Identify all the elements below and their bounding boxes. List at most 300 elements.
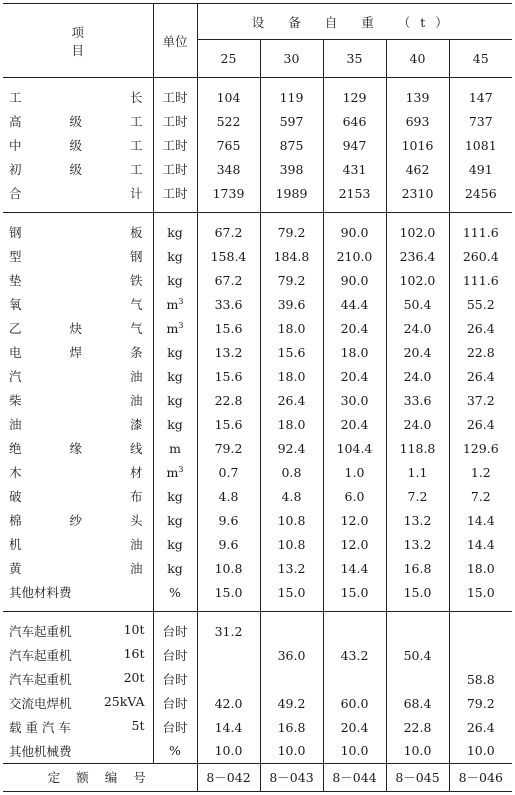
spacer-cell — [323, 205, 386, 213]
quota-code-cell: 8－043 — [260, 763, 323, 791]
value-cell: 15.0 — [386, 580, 449, 604]
item-name-char: 柴 — [9, 393, 22, 408]
value-cell: 184.8 — [260, 244, 323, 268]
value-cell: 26.4 — [449, 364, 512, 388]
value-cell: 18.0 — [260, 364, 323, 388]
item-name-cell — [3, 715, 153, 739]
value-cell: 90.0 — [323, 268, 386, 292]
unit-cell: 台时 — [153, 667, 197, 691]
item-name — [9, 112, 153, 130]
value-cell: 875 — [260, 133, 323, 157]
spacer-cell — [323, 612, 386, 620]
item-name-cell — [3, 484, 153, 508]
value-cell: 139 — [386, 85, 449, 109]
machine-spec: 25kVA — [103, 694, 145, 709]
value-cell: 348 — [197, 157, 260, 181]
item-name: 其他材料费 — [9, 585, 72, 600]
spacer-cell — [153, 213, 197, 221]
item-name — [9, 160, 153, 178]
item-name — [9, 439, 153, 457]
weight-header-cell: 30 — [260, 40, 323, 78]
item-name-cell — [3, 388, 153, 412]
item-header — [3, 4, 165, 78]
item-name — [9, 88, 153, 106]
unit-cell — [153, 292, 197, 316]
value-cell: 4.8 — [197, 484, 260, 508]
item-name-char: 钢 — [129, 249, 143, 264]
item-name — [9, 559, 153, 577]
item-name-char: 黄 — [9, 561, 22, 576]
item-name-char: 氧 — [9, 297, 22, 312]
value-cell: 26.4 — [449, 316, 512, 340]
value-cell — [260, 667, 323, 691]
value-cell: 16.8 — [260, 715, 323, 739]
item-name-char: 钢 — [9, 225, 22, 240]
item-name — [9, 694, 153, 712]
item-name-cell — [3, 739, 153, 763]
value-cell: 6.0 — [323, 484, 386, 508]
item-name-char: 油 — [129, 561, 143, 576]
machinery-row — [3, 739, 512, 763]
value-cell: 20.4 — [323, 364, 386, 388]
value-cell: 2153 — [323, 181, 386, 205]
unit-superscript: 3 — [178, 464, 184, 474]
value-cell — [386, 667, 449, 691]
value-cell: 10.0 — [323, 739, 386, 763]
unit-superscript: 3 — [178, 296, 184, 306]
unit-cell: kg — [153, 244, 197, 268]
spacer-cell — [386, 213, 449, 221]
value-cell: 30.0 — [323, 388, 386, 412]
item-name-char: 纱 — [69, 513, 82, 528]
item-name-char: 型 — [9, 249, 22, 264]
item-name-cell — [3, 157, 153, 181]
value-cell: 118.8 — [386, 436, 449, 460]
item-name — [9, 670, 153, 688]
item-name-char: 绝 — [9, 441, 22, 456]
spacer-cell — [153, 604, 197, 612]
value-cell: 15.0 — [449, 580, 512, 604]
value-cell: 646 — [323, 109, 386, 133]
value-cell: 9.6 — [197, 508, 260, 532]
value-cell: 20.4 — [386, 340, 449, 364]
value-cell: 1.1 — [386, 460, 449, 484]
spacer-cell — [197, 78, 260, 86]
item-name-char: 棉 — [9, 513, 22, 528]
quota-code-cell: 8－044 — [323, 763, 386, 791]
value-cell: 491 — [449, 157, 512, 181]
materials-row — [3, 532, 512, 556]
value-cell: 15.0 — [197, 580, 260, 604]
value-cell: 31.2 — [197, 619, 260, 643]
machine-name: 汽车起重机 — [9, 624, 72, 639]
value-cell: 20.4 — [323, 316, 386, 340]
weight-header: 设 备 自 重 （t） — [197, 4, 512, 40]
item-name-char: 气 — [129, 297, 143, 312]
item-name-char: 长 — [129, 90, 143, 105]
value-cell: 20.4 — [323, 715, 386, 739]
unit-cell: kg — [153, 364, 197, 388]
item-name-cell — [3, 292, 153, 316]
value-cell: 22.8 — [449, 340, 512, 364]
spacer-cell — [449, 205, 512, 213]
machine-name: 载 重 汽 车 — [9, 720, 71, 735]
spacer-cell — [449, 604, 512, 612]
item-name-char: 炔 — [69, 321, 82, 336]
spacer-cell — [3, 612, 153, 620]
item-name-char: 汽 — [9, 369, 22, 384]
item-name-char: 缘 — [69, 441, 82, 456]
materials-row — [3, 556, 512, 580]
quota-code-cell: 8－042 — [197, 763, 260, 791]
unit-cell: kg — [153, 268, 197, 292]
machine-name: 其他机械费 — [9, 743, 72, 759]
spacer-cell — [153, 612, 197, 620]
item-name-char: 工 — [129, 162, 143, 177]
spacer-cell — [386, 205, 449, 213]
value-cell: 90.0 — [323, 220, 386, 244]
item-name-cell — [3, 181, 153, 205]
item-name-cell — [3, 619, 153, 643]
section-spacer — [3, 213, 512, 221]
value-cell: 522 — [197, 109, 260, 133]
labor-row — [3, 109, 512, 133]
item-name-char: 电 — [9, 345, 22, 360]
value-cell: 14.4 — [449, 532, 512, 556]
value-cell: 26.4 — [449, 715, 512, 739]
weight-header-cell: 40 — [386, 40, 449, 78]
quota-table — [3, 3, 512, 792]
item-name-char: 气 — [129, 321, 143, 336]
weight-header-cell: 35 — [323, 40, 386, 78]
value-cell: 693 — [386, 109, 449, 133]
item-name — [9, 367, 153, 385]
item-name-char: 破 — [9, 489, 22, 504]
spacer-cell — [197, 604, 260, 612]
value-cell: 119 — [260, 85, 323, 109]
item-name-char: 条 — [129, 345, 143, 360]
machinery-row — [3, 643, 512, 667]
value-cell: 92.4 — [260, 436, 323, 460]
machinery-row — [3, 619, 512, 643]
materials-row — [3, 316, 512, 340]
item-name — [9, 136, 153, 154]
quota-number-row — [3, 763, 512, 791]
value-cell: 55.2 — [449, 292, 512, 316]
item-name — [9, 646, 153, 664]
spacer-cell — [449, 213, 512, 221]
materials-row — [3, 412, 512, 436]
item-name-cell — [3, 436, 153, 460]
materials-row — [3, 580, 512, 604]
machine-name: 汽车起重机 — [9, 672, 72, 687]
spacer-cell — [386, 612, 449, 620]
section-spacer — [3, 604, 512, 612]
value-cell: 15.0 — [260, 580, 323, 604]
item-name-char: 工 — [9, 90, 22, 105]
unit-cell: kg — [153, 508, 197, 532]
value-cell: 765 — [197, 133, 260, 157]
spacer-cell — [386, 604, 449, 612]
value-cell: 15.0 — [323, 580, 386, 604]
value-cell: 15.6 — [197, 364, 260, 388]
quota-code-cell: 8－046 — [449, 763, 512, 791]
value-cell: 10.0 — [197, 739, 260, 763]
value-cell: 462 — [386, 157, 449, 181]
value-cell: 4.8 — [260, 484, 323, 508]
item-name-char: 铁 — [129, 273, 143, 288]
item-name-cell — [3, 133, 153, 157]
materials-row — [3, 244, 512, 268]
section-spacer — [3, 205, 512, 213]
item-name — [9, 463, 153, 481]
materials-row — [3, 508, 512, 532]
value-cell: 16.8 — [386, 556, 449, 580]
item-header-label: 项 目 — [71, 24, 165, 58]
value-cell — [386, 619, 449, 643]
unit-cell: 台时 — [153, 715, 197, 739]
value-cell — [260, 619, 323, 643]
item-name-char: 级 — [69, 114, 82, 129]
unit-cell: kg — [153, 556, 197, 580]
weight-header-cell: 45 — [449, 40, 512, 78]
item-name-char: 合 — [9, 186, 22, 201]
item-name-char: 工 — [129, 114, 143, 129]
item-name-cell — [3, 643, 153, 667]
item-name — [9, 343, 153, 361]
value-cell: 22.8 — [197, 388, 260, 412]
value-cell: 67.2 — [197, 268, 260, 292]
value-cell: 14.4 — [197, 715, 260, 739]
value-cell: 20.4 — [323, 412, 386, 436]
value-cell: 111.6 — [449, 220, 512, 244]
item-name-cell — [3, 364, 153, 388]
value-cell: 1081 — [449, 133, 512, 157]
item-name-cell — [3, 85, 153, 109]
spacer-cell — [3, 78, 153, 86]
spacer-cell — [3, 213, 153, 221]
spacer-cell — [260, 78, 323, 86]
value-cell: 79.2 — [260, 220, 323, 244]
value-cell: 1016 — [386, 133, 449, 157]
value-cell: 10.8 — [260, 508, 323, 532]
value-cell — [323, 667, 386, 691]
spacer-cell — [153, 205, 197, 213]
value-cell: 24.0 — [386, 316, 449, 340]
item-name-char: 乙 — [9, 321, 22, 336]
item-name-cell — [3, 691, 153, 715]
unit-cell: 工时 — [153, 133, 197, 157]
unit-cell — [153, 316, 197, 340]
value-cell: 79.2 — [197, 436, 260, 460]
spacer-cell — [197, 213, 260, 221]
labor-row — [3, 133, 512, 157]
spacer-cell — [197, 205, 260, 213]
value-cell: 111.6 — [449, 268, 512, 292]
unit-text: m — [166, 296, 179, 312]
machinery-row — [3, 715, 512, 739]
machine-name: 交流电焊机 — [9, 696, 72, 711]
value-cell: 22.8 — [386, 715, 449, 739]
materials-row — [3, 388, 512, 412]
item-name-cell — [3, 412, 153, 436]
materials-row — [3, 268, 512, 292]
item-name-char: 油 — [129, 537, 143, 552]
value-cell: 0.8 — [260, 460, 323, 484]
item-name-cell — [3, 580, 153, 604]
unit-cell: kg — [153, 220, 197, 244]
unit-cell: kg — [153, 340, 197, 364]
quota-number-label: 定 额 编 号 — [3, 763, 197, 791]
value-cell: 79.2 — [449, 691, 512, 715]
section-spacer — [3, 78, 512, 86]
unit-text: m — [166, 320, 179, 336]
value-cell: 58.8 — [449, 667, 512, 691]
unit-cell: kg — [153, 412, 197, 436]
value-cell: 10.0 — [386, 739, 449, 763]
value-cell: 39.6 — [260, 292, 323, 316]
item-name — [9, 319, 153, 337]
item-name-cell — [3, 244, 153, 268]
spacer-cell — [449, 78, 512, 86]
item-name — [9, 511, 153, 529]
unit-superscript: 3 — [178, 320, 184, 330]
value-cell: 13.2 — [260, 556, 323, 580]
item-name-char: 级 — [69, 162, 82, 177]
value-cell: 15.6 — [197, 412, 260, 436]
spacer-cell — [260, 604, 323, 612]
item-name-char: 高 — [9, 114, 22, 129]
value-cell: 60.0 — [323, 691, 386, 715]
value-cell: 1.0 — [323, 460, 386, 484]
value-cell: 44.4 — [323, 292, 386, 316]
value-cell: 49.2 — [260, 691, 323, 715]
spacer-cell — [386, 78, 449, 86]
spacer-cell — [197, 612, 260, 620]
value-cell: 15.6 — [260, 340, 323, 364]
item-name — [9, 391, 153, 409]
quota-code-cell: 8－045 — [386, 763, 449, 791]
value-cell: 210.0 — [323, 244, 386, 268]
value-cell: 129.6 — [449, 436, 512, 460]
item-name-char: 初 — [9, 162, 22, 177]
unit-text: m — [166, 464, 179, 480]
item-name-char: 材 — [129, 465, 143, 480]
item-name — [9, 718, 153, 736]
item-name — [9, 487, 153, 505]
value-cell: 104 — [197, 85, 260, 109]
quota-table-wrapper — [3, 3, 512, 792]
item-name-char: 木 — [9, 465, 22, 480]
table-body — [3, 78, 512, 792]
machine-name: 汽车起重机 — [9, 648, 72, 663]
weight-header-cell: 25 — [197, 40, 260, 78]
item-name-char: 漆 — [129, 417, 143, 432]
machine-spec: 16t — [123, 646, 145, 661]
unit-cell: m — [153, 436, 197, 460]
materials-row — [3, 220, 512, 244]
value-cell: 50.4 — [386, 292, 449, 316]
unit-cell: kg — [153, 388, 197, 412]
value-cell: 15.6 — [197, 316, 260, 340]
value-cell: 36.0 — [260, 643, 323, 667]
value-cell: 236.4 — [386, 244, 449, 268]
value-cell: 33.6 — [197, 292, 260, 316]
item-name-char: 板 — [129, 225, 143, 240]
materials-row — [3, 484, 512, 508]
value-cell: 33.6 — [386, 388, 449, 412]
value-cell: 737 — [449, 109, 512, 133]
value-cell: 10.8 — [197, 556, 260, 580]
item-name-cell — [3, 667, 153, 691]
value-cell: 1.2 — [449, 460, 512, 484]
item-name — [9, 295, 153, 313]
unit-cell: 台时 — [153, 643, 197, 667]
unit-cell: 工时 — [153, 181, 197, 205]
value-cell: 13.2 — [197, 340, 260, 364]
materials-row — [3, 364, 512, 388]
value-cell: 129 — [323, 85, 386, 109]
materials-row — [3, 340, 512, 364]
value-cell: 26.4 — [449, 412, 512, 436]
machinery-row — [3, 691, 512, 715]
machine-spec: 10t — [123, 622, 145, 637]
value-cell: 68.4 — [386, 691, 449, 715]
materials-row — [3, 460, 512, 484]
materials-row — [3, 292, 512, 316]
spacer-cell — [449, 612, 512, 620]
value-cell: 18.0 — [323, 340, 386, 364]
value-cell: 42.0 — [197, 691, 260, 715]
section-spacer — [3, 612, 512, 620]
value-cell: 10.0 — [260, 739, 323, 763]
spacer-cell — [260, 213, 323, 221]
value-cell: 50.4 — [386, 643, 449, 667]
value-cell: 79.2 — [260, 268, 323, 292]
value-cell: 13.2 — [386, 508, 449, 532]
value-cell: 37.2 — [449, 388, 512, 412]
value-cell: 2456 — [449, 181, 512, 205]
value-cell — [197, 643, 260, 667]
item-name-cell — [3, 220, 153, 244]
value-cell: 7.2 — [386, 484, 449, 508]
value-cell: 1739 — [197, 181, 260, 205]
item-name-cell — [3, 508, 153, 532]
unit-cell: 工时 — [153, 109, 197, 133]
value-cell: 431 — [323, 157, 386, 181]
value-cell: 9.6 — [197, 532, 260, 556]
value-cell: 10.8 — [260, 532, 323, 556]
item-name — [9, 415, 153, 433]
spacer-cell — [323, 604, 386, 612]
item-name — [9, 271, 153, 289]
unit-cell: % — [153, 739, 197, 763]
labor-row — [3, 85, 512, 109]
value-cell: 24.0 — [386, 364, 449, 388]
value-cell: 14.4 — [449, 508, 512, 532]
item-name-cell — [3, 340, 153, 364]
item-name-cell — [3, 532, 153, 556]
materials-row — [3, 436, 512, 460]
value-cell: 0.7 — [197, 460, 260, 484]
value-cell: 1989 — [260, 181, 323, 205]
value-cell: 43.2 — [323, 643, 386, 667]
machine-spec: 20t — [123, 670, 145, 685]
spacer-cell — [260, 205, 323, 213]
item-name-char: 油 — [129, 369, 143, 384]
value-cell: 147 — [449, 85, 512, 109]
value-cell: 12.0 — [323, 532, 386, 556]
